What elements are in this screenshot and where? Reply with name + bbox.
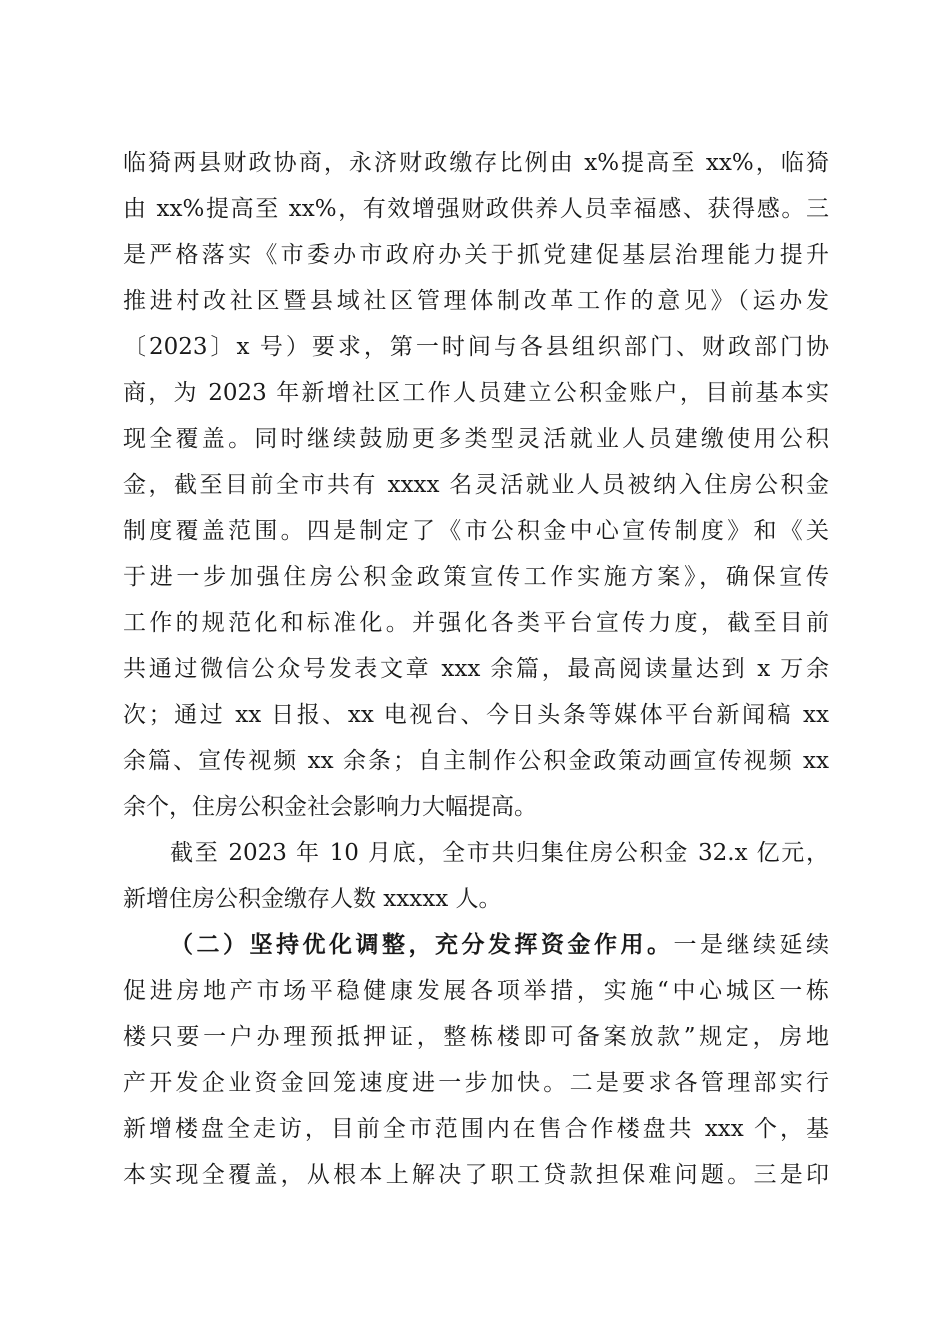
paragraph-line: 新增楼盘全走访，目前全市范围内在售合作楼盘共 xxx 个，基 [123,1116,829,1142]
paragraph-line: 商，为 2023 年新增社区工作人员建立公积金账户，目前基本实 [123,380,829,406]
paragraph-line: 制度覆盖范围。四是制定了《市公积金中心宣传制度》和《关 [123,518,829,544]
paragraph-line: 由 xx%提高至 xx%，有效增强财政供养人员幸福感、获得感。三 [123,196,829,222]
paragraph-line: 本实现全覆盖，从根本上解决了职工贷款担保难问题。三是印 [123,1162,829,1188]
paragraph-line: 〔2023〕x 号）要求，第一时间与各县组织部门、财政部门协 [123,334,829,360]
section-heading-rest: 一是继续延续 [673,932,829,958]
paragraph-line: 是严格落实《市委办市政府办关于抓党建促基层治理能力提升 [123,242,829,268]
section-heading-line [170,925,829,965]
paragraph-line: 临猗两县财政协商，永济财政缴存比例由 x%提高至 xx%，临猗 [123,150,829,176]
paragraph-line: 截至 2023 年 10 月底，全市共归集住房公积金 32.x 亿元， [170,840,829,866]
paragraph-line: 余个，住房公积金社会影响力大幅提高。 [123,794,537,820]
section-heading: （二）坚持优化调整，充分发挥资金作用。 [170,931,674,958]
paragraph-line: 余篇、宣传视频 xx 余条；自主制作公积金政策动画宣传视频 xx [123,748,829,774]
paragraph-line: 工作的规范化和标准化。并强化各类平台宣传力度，截至目前 [123,610,829,636]
paragraph-line: 现全覆盖。同时继续鼓励更多类型灵活就业人员建缴使用公积 [123,426,829,452]
paragraph-line: 促进房地产市场平稳健康发展各项举措，实施“中心城区一栋 [123,978,829,1004]
paragraph-line: 产开发企业资金回笼速度进一步加快。二是要求各管理部实行 [123,1070,829,1096]
paragraph-line: 推进村改社区暨县域社区管理体制改革工作的意见》（运办发 [123,288,829,314]
paragraph-line: 共通过微信公众号发表文章 xxx 余篇，最高阅读量达到 x 万余 [123,656,829,682]
paragraph-line: 次；通过 xx 日报、xx 电视台、今日头条等媒体平台新闻稿 xx [123,702,829,728]
paragraph-line: 楼只要一户办理预抵押证，整栋楼即可备案放款”规定，房地 [123,1024,829,1050]
paragraph-line: 于进一步加强住房公积金政策宣传工作实施方案》，确保宣传 [123,564,829,590]
paragraph-line: 新增住房公积金缴存人数 xxxxx 人。 [123,886,502,912]
paragraph-line: 金，截至目前全市共有 xxxx 名灵活就业人员被纳入住房公积金 [123,472,829,498]
